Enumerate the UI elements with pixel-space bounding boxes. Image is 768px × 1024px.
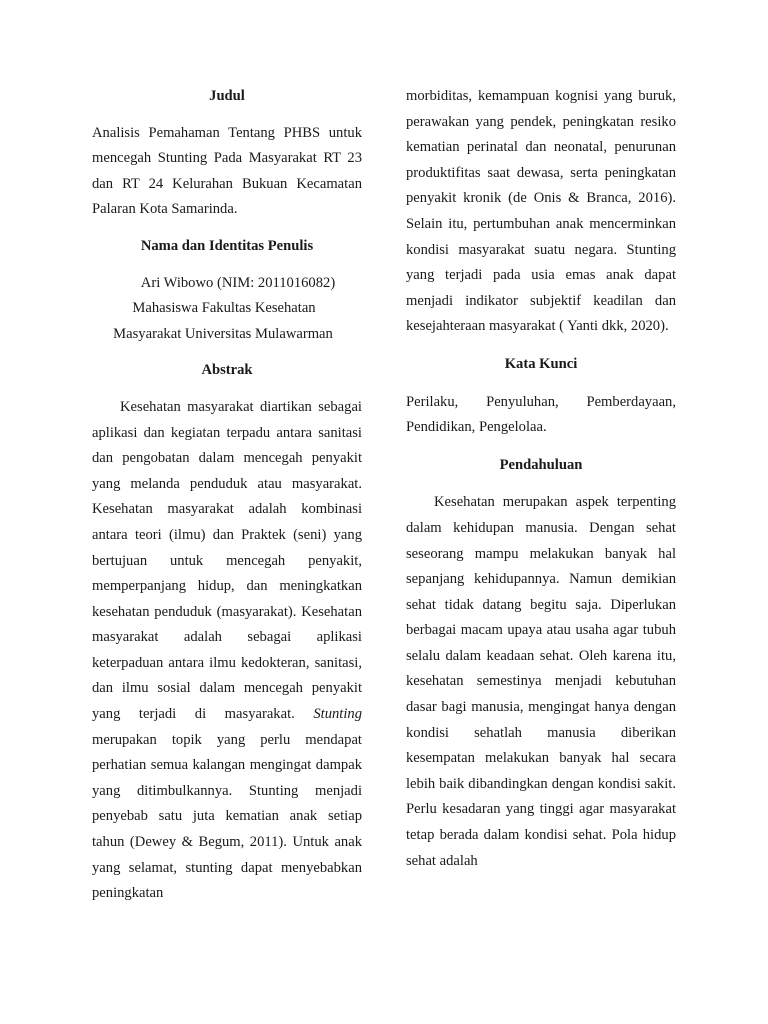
heading-author: Nama dan Identitas Penulis [140,237,314,254]
heading-intro: Pendahuluan [499,456,583,473]
abstract-text-2: merupakan topik yang perlu mendapat perhatian semua kalangan mengingat dampak yang ditimbulkannya. Stunting menjadi penyebab satu juta kematian anak setiap tahun (Dewey & Begum, 2011). Untuk anak yang selamat, stunting dapat menyebabkan peningkatan [92,731,362,902]
abstract-italic-term: Stunting [313,706,362,723]
heading-abstract: Abstrak [201,362,253,379]
author-block [92,271,362,348]
author-faculty: Mahasiswa Fakultas Kesehatan [132,300,316,317]
author-name: Ari Wibowo (NIM: 2011016082) [140,274,336,291]
author-university: Masyarakat Universitas Mulawarman [113,325,333,342]
right-column [406,84,676,874]
keywords-text: Perilaku, Penyuluhan, Pemberdayaan, Pendidikan, Pengelolaa. [406,393,676,436]
paper-title: Analisis Pemahaman Tentang PHBS untuk mencegah Stunting Pada Masyarakat RT 23 dan RT 24 Kelurahan Bukuan Kecamatan Palaran Kota Samarinda. [92,124,362,218]
abstract-continued: morbiditas, kemampuan kognisi yang buruk, perawakan yang pendek, peningkatan resiko kematian perinatal dan neonatal, penurunan produktifitas saat dewasa, serta peningkatan penyakit kronik (de Onis & Branca, 2016). Selain itu, pertumbuhan anak mencerminkan kondisi masyarakat suatu negara. Stunting yang terjadi pada usia emas anak dapat menjadi indikator subjektif keadilan dan kesejahteraan masyarakat ( Yanti dkk, 2020). [406,88,676,335]
left-column [92,84,362,907]
intro-paragraph: Kesehatan merupakan aspek terpenting dalam kehidupan manusia. Dengan sehat seseorang mampu melakukan banyak hal sepanjang kehidupannya. Namun demikian sehat tidak datang begitu saja. Diperlukan berbagai macam upaya atau usaha agar tubuh selalu dalam keadaan sehat. Oleh karena itu, kesehatan semestinya menjadi kebutuhan dasar bagi manusia, mengingat hanya dengan kondisi sehatlah manusia diberikan kesempatan melakukan banyak hal secara lebih baik dibandingkan dengan kondisi sakit. Perlu kesadaran yang tinggi agar masyarakat tetap berada dalam kondisi sehat. Pola hidup sehat adalah [406,494,676,869]
heading-judul: Judul [209,88,245,104]
heading-keywords: Kata Kunci [504,355,578,372]
abstract-paragraph [92,395,362,907]
abstract-text-1: Kesehatan masyarakat diartikan sebagai aplikasi dan kegiatan terpadu antara sanitasi dan pengobatan dalam mencegah penyakit yang melanda penduduk atau masyarakat. Kesehatan masyarakat adalah kombinasi antara teori (ilmu) dan Praktek (seni) yang bertujuan untuk mencegah penyakit, memperpanjang hidup, dan meningkatkan kesehatan penduduk (masyarakat). Kesehatan masyarakat adalah sebagai aplikasi keterpaduan antara ilmu kedokteran, sanitasi, dan ilmu sosial dalam mencegah penyakit yang terjadi di masyarakat. [92,398,362,723]
